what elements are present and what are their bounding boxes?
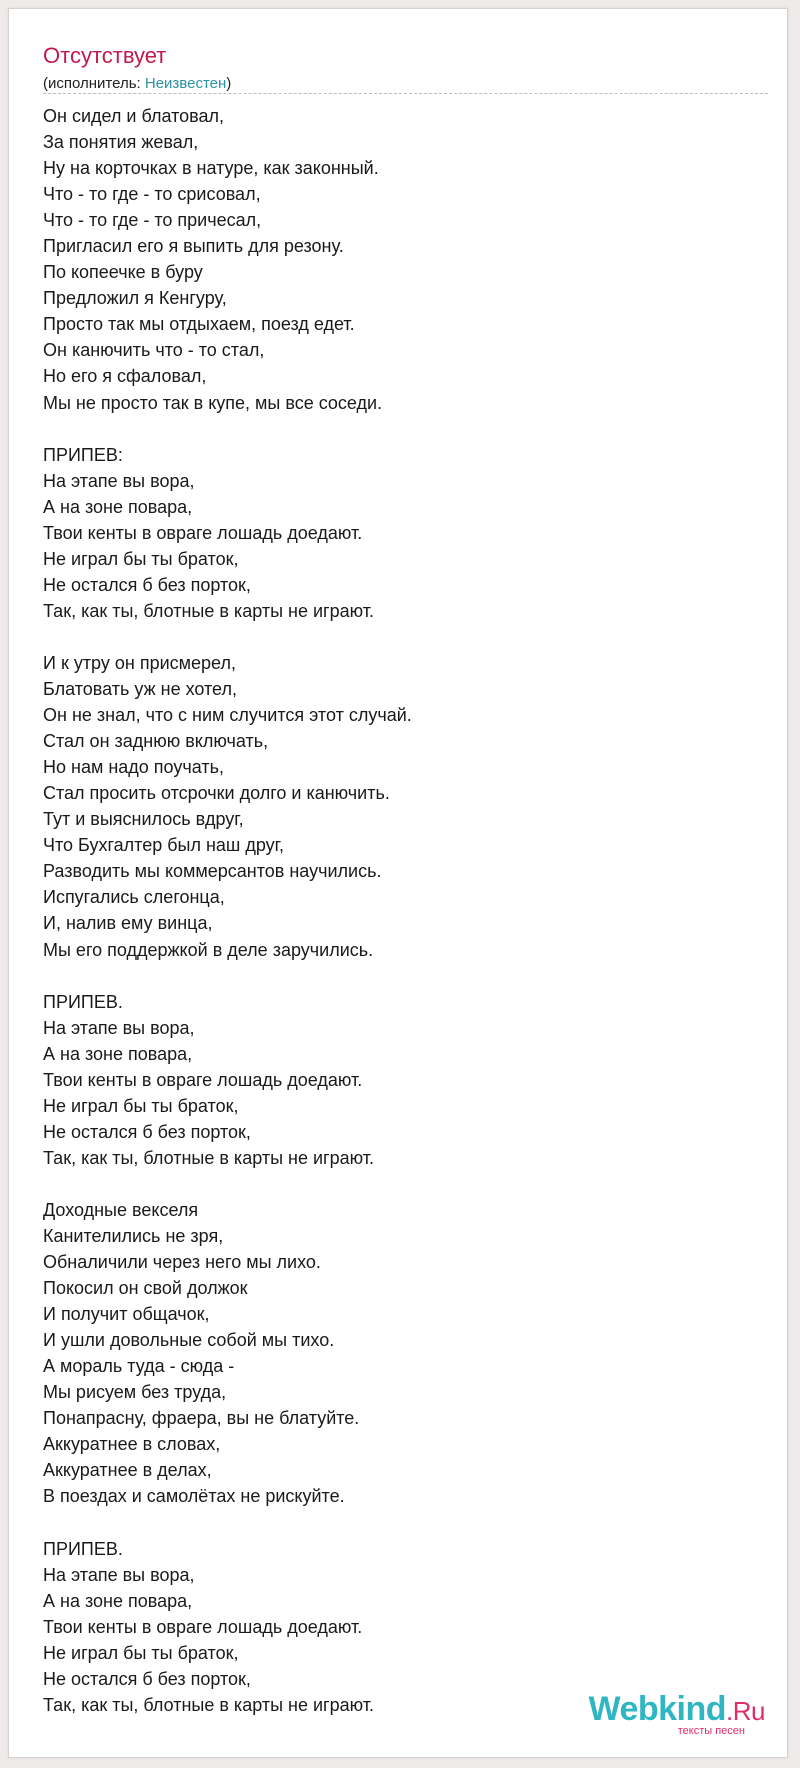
lyric-line: Что - то где - то срисовал, <box>43 184 261 205</box>
lyric-line: По копеечке в буру <box>43 262 203 283</box>
lyric-line: Канителились не зря, <box>43 1226 224 1247</box>
lyric-line: Предложил я Кенгуру, <box>43 288 227 309</box>
lyrics-body <box>43 103 763 1718</box>
logo-tld: .Ru <box>726 1696 765 1726</box>
lyric-line: Пригласил его я выпить для резону. <box>43 236 344 257</box>
logo-brand: Webkind <box>588 1690 727 1728</box>
artist-line <box>43 75 231 92</box>
lyric-line: Разводить мы коммерсантов научились. <box>43 861 382 882</box>
lyric-line: Но нам надо поучать, <box>43 757 224 778</box>
lyric-line: Так, как ты, блотные в карты не играют. <box>43 600 374 621</box>
lyric-line: Мы его поддержкой в деле заручились. <box>43 939 374 960</box>
lyric-line: Но его я сфаловал, <box>43 366 207 387</box>
site-logo[interactable] <box>588 1691 765 1737</box>
lyric-line: Понапрасну, фраера, вы не блатуйте. <box>43 1408 360 1429</box>
lyric-line: Ну на корточках в натуре, как законный. <box>43 158 379 179</box>
lyric-line: Стал просить отсрочки долго и канючить. <box>43 783 390 804</box>
lyric-line: Не остался б без порток, <box>43 574 251 595</box>
lyric-line: Аккуратнее в делах, <box>43 1460 212 1481</box>
lyric-line: Твои кенты в овраге лошадь доедают. <box>43 1616 363 1637</box>
lyric-line: Мы не просто так в купе, мы все соседи. <box>43 392 383 413</box>
song-title: Отсутствует <box>43 43 167 68</box>
artist-link[interactable]: Неизвестен <box>144 75 227 92</box>
lyric-line: ПРИПЕВ. <box>43 1538 123 1559</box>
stanza-break <box>43 1510 763 1536</box>
stanza-break <box>43 1171 763 1197</box>
lyric-line: Что Бухгалтер был наш друг, <box>43 835 285 856</box>
lyric-line: Он не знал, что с ним случится этот случай. <box>43 705 412 726</box>
stanza-break <box>43 416 763 442</box>
lyric-line: Просто так мы отдыхаем, поезд едет. <box>43 314 355 335</box>
lyric-line: ПРИПЕВ. <box>43 991 123 1012</box>
lyric-line: А на зоне повара, <box>43 1043 193 1064</box>
logo-tagline: тексты песен <box>677 1725 745 1737</box>
lyric-line: И ушли довольные собой мы тихо. <box>43 1330 335 1351</box>
lyric-line: Он сидел и блатовал, <box>43 106 225 126</box>
lyric-line: Не играл бы ты браток, <box>43 548 239 569</box>
lyric-line: Не остался б без порток, <box>43 1668 251 1689</box>
lyric-line: На этапе вы вора, <box>43 470 195 491</box>
lyric-line: А на зоне повара, <box>43 1590 193 1611</box>
lyric-line: Не играл бы ты браток, <box>43 1642 239 1663</box>
artist-prefix: (исполнитель: <box>43 75 145 92</box>
lyric-line: Твои кенты в овраге лошадь доедают. <box>43 1069 363 1090</box>
lyric-line: ПРИПЕВ: <box>43 444 123 465</box>
lyric-line: Стал он заднюю включать, <box>43 731 269 752</box>
lyric-line: И к утру он присмерел, <box>43 652 236 673</box>
lyric-line: Аккуратнее в словах, <box>43 1434 221 1455</box>
lyric-line: Обналичили через него мы лихо. <box>43 1252 321 1273</box>
lyric-line: Испугались слегонца, <box>43 887 225 908</box>
lyric-line: Мы рисуем без труда, <box>43 1382 227 1403</box>
stanza-break <box>43 963 763 989</box>
lyric-line: Не играл бы ты браток, <box>43 1095 239 1116</box>
lyrics-page <box>8 8 788 1758</box>
lyric-line: И, налив ему винца, <box>43 913 213 934</box>
lyric-line: На этапе вы вора, <box>43 1017 195 1038</box>
lyric-line: Покосил он свой должок <box>43 1278 248 1299</box>
lyric-line: И получит общачок, <box>43 1304 210 1325</box>
lyric-line: На этапе вы вора, <box>43 1564 195 1585</box>
lyric-line: А на зоне повара, <box>43 496 193 517</box>
lyric-line: Твои кенты в овраге лошадь доедают. <box>43 522 363 543</box>
lyric-line: За понятия жевал, <box>43 132 199 153</box>
lyric-line: В поездах и самолётах не рискуйте. <box>43 1486 345 1507</box>
lyric-line: Блатовать уж не хотел, <box>43 679 237 700</box>
lyric-line: Доходные векселя <box>43 1199 199 1220</box>
stanza-break <box>43 624 763 650</box>
title-divider <box>43 93 768 94</box>
logo-wordmark <box>588 1691 765 1729</box>
lyric-line: Так, как ты, блотные в карты не играют. <box>43 1694 374 1715</box>
lyric-line: Так, как ты, блотные в карты не играют. <box>43 1147 374 1168</box>
lyric-line: Не остался б без порток, <box>43 1121 251 1142</box>
lyric-line: А мораль туда - сюда - <box>43 1356 235 1377</box>
lyric-line: Что - то где - то причесал, <box>43 210 262 231</box>
artist-suffix: ) <box>226 75 232 92</box>
lyric-line: Тут и выяснилось вдруг, <box>43 809 244 830</box>
lyric-line: Он канючить что - то стал, <box>43 340 265 361</box>
